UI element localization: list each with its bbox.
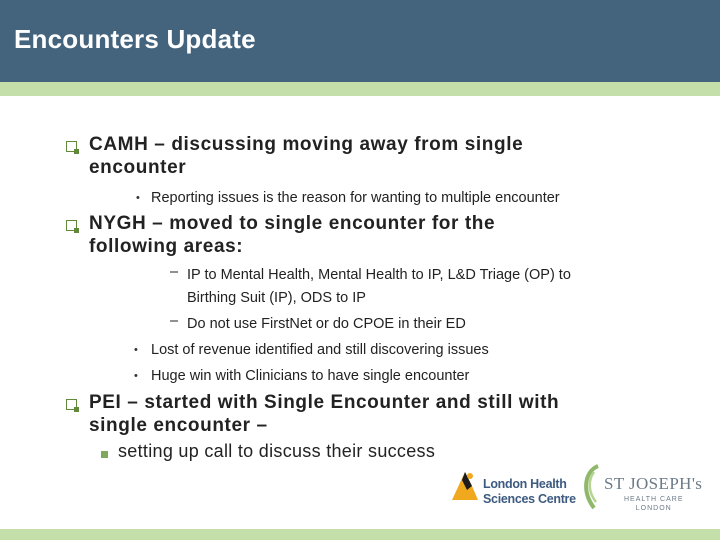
- bullet-box-icon: [66, 399, 77, 410]
- bullet-box-icon: [66, 220, 77, 231]
- header-accent-stripe: [0, 82, 720, 96]
- bullet-pei-line2: single encounter –: [89, 415, 268, 436]
- pei-sub-item: setting up call to discuss their success: [118, 441, 436, 461]
- square-bullet-icon: [101, 451, 108, 458]
- lhsc-logo-icon: [450, 468, 480, 502]
- slide-title: Encounters Update: [14, 24, 256, 54]
- bullet-dot-icon: •: [134, 344, 138, 356]
- bullet-pei-line1: PEI – started with Single Encounter and still with: [89, 392, 560, 413]
- bullet-nygh-line2: following areas:: [89, 236, 244, 257]
- st-josephs-logo-sub1: HEALTH CARE: [624, 496, 684, 503]
- bullet-camh: [89, 133, 523, 179]
- lhsc-logo-text: [483, 477, 576, 507]
- bullet-camh-line2: encounter: [89, 157, 187, 178]
- st-josephs-logo-sub2: LONDON: [635, 505, 672, 512]
- lhsc-logo-line1: London Health: [483, 477, 567, 491]
- bullet-dot-icon: •: [134, 370, 138, 382]
- footer-accent-stripe: [0, 529, 720, 540]
- dash-icon: –: [170, 313, 179, 329]
- bullet-nygh-line1: NYGH – moved to single encounter for the: [89, 213, 496, 234]
- bullet-nygh: [89, 212, 495, 258]
- nygh-sub-item-1: Lost of revenue identified and still discovering issues: [151, 342, 489, 358]
- dash-icon: –: [170, 264, 179, 280]
- bullet-pei: [89, 391, 559, 437]
- st-josephs-logo-sub: [624, 495, 684, 513]
- nygh-dash-item-1: [187, 264, 571, 310]
- nygh-sub-item-2: Huge win with Clinicians to have single encounter: [151, 368, 470, 384]
- nygh-dash-item-1-line2: Birthing Suit (IP), ODS to IP: [187, 290, 366, 306]
- bullet-camh-line1: CAMH – discussing moving away from single: [89, 134, 524, 155]
- camh-sub-item: Reporting issues is the reason for wanting to multiple encounter: [151, 190, 560, 206]
- nygh-dash-item-2: Do not use FirstNet or do CPOE in their ED: [187, 316, 466, 332]
- st-josephs-logo-name: ST JOSEPH's: [604, 474, 703, 493]
- nygh-dash-item-1-line1: IP to Mental Health, Mental Health to IP, L&D Triage (OP) to: [187, 267, 571, 283]
- lhsc-logo-line2: Sciences Centre: [483, 492, 576, 506]
- bullet-dot-icon: •: [136, 192, 140, 204]
- bullet-box-icon: [66, 141, 77, 152]
